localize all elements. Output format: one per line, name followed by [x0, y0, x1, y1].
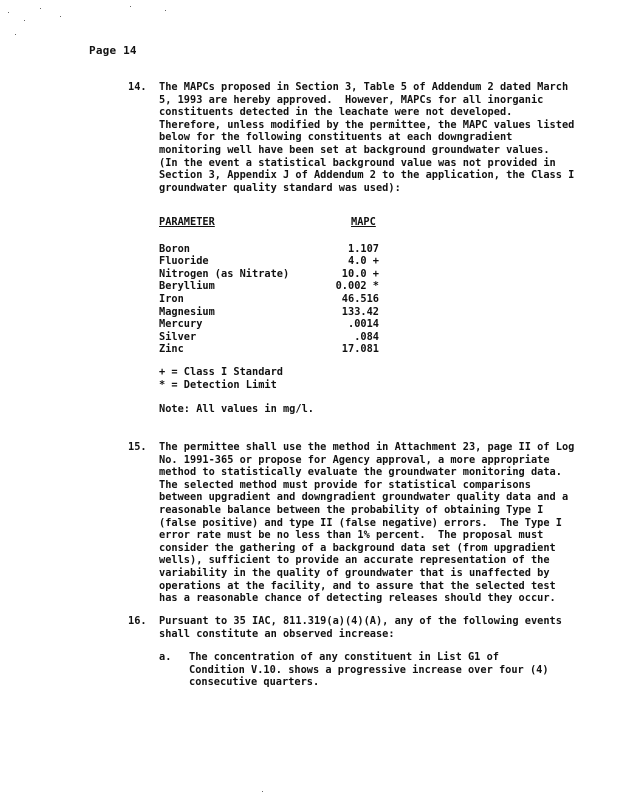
parameter-cell: Boron	[159, 242, 190, 255]
mapc-table-row	[159, 318, 419, 331]
condition-15-line: operations at the facility, and to assure that the selected test	[159, 579, 556, 592]
mapc-table-row	[159, 293, 419, 306]
condition-16-line: shall constitute an observed increase:	[159, 627, 395, 640]
scan-speck	[130, 6, 131, 7]
condition-14-number: 14.	[128, 81, 147, 93]
condition-14-line: constituents detected in the leachate were not developed.	[159, 106, 513, 119]
mapc-table	[159, 216, 419, 356]
condition-14-line: below for the following constituents at each downgradient	[159, 131, 513, 144]
condition-14-line: groundwater quality standard was used):	[159, 181, 401, 194]
condition-15-line: (false positive) and type II (false negative) errors. The Type I	[159, 516, 562, 529]
mapc-table-row	[159, 280, 419, 293]
condition-14-line: monitoring well have been set at background groundwater values.	[159, 143, 550, 156]
legend-detection-limit: * = Detection Limit	[159, 378, 277, 391]
subitem-a-line: Condition V.10. shows a progressive increase over four (4)	[189, 663, 549, 676]
mapc-value-cell: 1.107	[348, 242, 379, 255]
condition-15-line: method to statistically evaluate the groundwater monitoring data.	[159, 466, 562, 479]
condition-14-line: Section 3, Appendix J of Addendum 2 to the application, the Class I	[159, 169, 575, 182]
mapc-value-cell: 17.081	[341, 343, 379, 356]
scan-speck	[165, 10, 166, 11]
mapc-table-row	[159, 306, 419, 319]
condition-16-text	[159, 615, 584, 640]
condition-15-line: has a reasonable chance of detecting releases should they occur.	[159, 592, 556, 605]
mapc-table-row	[159, 331, 419, 344]
subitem-a-line: The concentration of any constituent in List G1 of	[189, 651, 499, 663]
condition-16-number: 16.	[128, 615, 147, 627]
condition-15-line: wells), sufficient to provide an accurate representation of the	[159, 554, 550, 567]
mapc-table-row	[159, 255, 419, 268]
parameter-cell: Nitrogen (as Nitrate)	[159, 267, 290, 280]
condition-16-line: Pursuant to 35 IAC, 811.319(a)(4)(A), any of the following events	[159, 615, 562, 627]
parameter-cell: Zinc	[159, 343, 184, 356]
scan-speck	[15, 34, 16, 35]
mapc-table-row	[159, 268, 419, 281]
condition-15-line: error rate must be no less than 1% percent. The proposal must	[159, 529, 544, 542]
parameter-cell: Silver	[159, 330, 197, 343]
condition-15-line: No. 1991-365 or propose for Agency approval, a more appropriate	[159, 453, 550, 466]
mapc-value-cell: 133.42	[341, 305, 379, 318]
scan-speck	[60, 16, 61, 17]
condition-14-line: (In the event a statistical background value was not provided in	[159, 156, 556, 169]
mapc-value-cell: 10.0 +	[341, 267, 379, 280]
condition-15-line: variability in the quality of groundwater that is unaffected by	[159, 566, 550, 579]
condition-15-number: 15.	[128, 441, 147, 453]
condition-15-line: reasonable balance between the probability of obtaining Type I	[159, 503, 544, 516]
subitem-a-label: a.	[159, 651, 172, 663]
parameter-cell: Beryllium	[159, 280, 215, 293]
parameter-cell: Fluoride	[159, 255, 209, 268]
units-note: Note: All values in mg/l.	[159, 403, 314, 415]
condition-15-line: consider the gathering of a background data set (from upgradient	[159, 541, 556, 554]
scan-speck	[24, 20, 25, 21]
scan-speck	[8, 12, 9, 13]
mapc-value-cell: 0.002 *	[335, 280, 379, 293]
mapc-value-cell: .0014	[348, 318, 379, 331]
mapc-column-header: MAPC	[351, 216, 376, 228]
parameter-cell: Mercury	[159, 318, 203, 331]
page-number: Page 14	[89, 44, 137, 57]
mapc-table-header	[159, 216, 419, 229]
condition-15-line: The permittee shall use the method in Attachment 23, page II of Log	[159, 441, 575, 453]
mapc-table-row	[159, 243, 419, 256]
subitem-a-line: consecutive quarters.	[189, 676, 320, 689]
mapc-table-rows	[159, 243, 419, 356]
scan-speck	[40, 8, 41, 9]
condition-14-line: 5, 1993 are hereby approved. However, MAPCs for all inorganic	[159, 93, 544, 106]
mapc-legend	[159, 366, 283, 391]
parameter-cell: Iron	[159, 292, 184, 305]
subitem-a-text	[189, 651, 549, 689]
parameter-column-header: PARAMETER	[159, 216, 215, 228]
mapc-value-cell: .084	[354, 330, 379, 343]
legend-class-standard: + = Class I Standard	[159, 366, 283, 378]
condition-14-line: Therefore, unless modified by the permittee, the MAPC values listed	[159, 118, 575, 131]
condition-15-line: between upgradient and downgradient groundwater quality data and a	[159, 491, 569, 504]
condition-14-line: The MAPCs proposed in Section 3, Table 5 of Addendum 2 dated March	[159, 81, 569, 93]
condition-15-text	[159, 441, 584, 605]
condition-15-line: The selected method must provide for statistical comparisons	[159, 478, 531, 491]
mapc-value-cell: 46.516	[341, 292, 379, 305]
condition-14-text	[159, 81, 584, 194]
mapc-value-cell: 4.0 +	[348, 255, 379, 268]
mapc-table-row	[159, 343, 419, 356]
scan-speck	[262, 791, 263, 792]
parameter-cell: Magnesium	[159, 305, 215, 318]
